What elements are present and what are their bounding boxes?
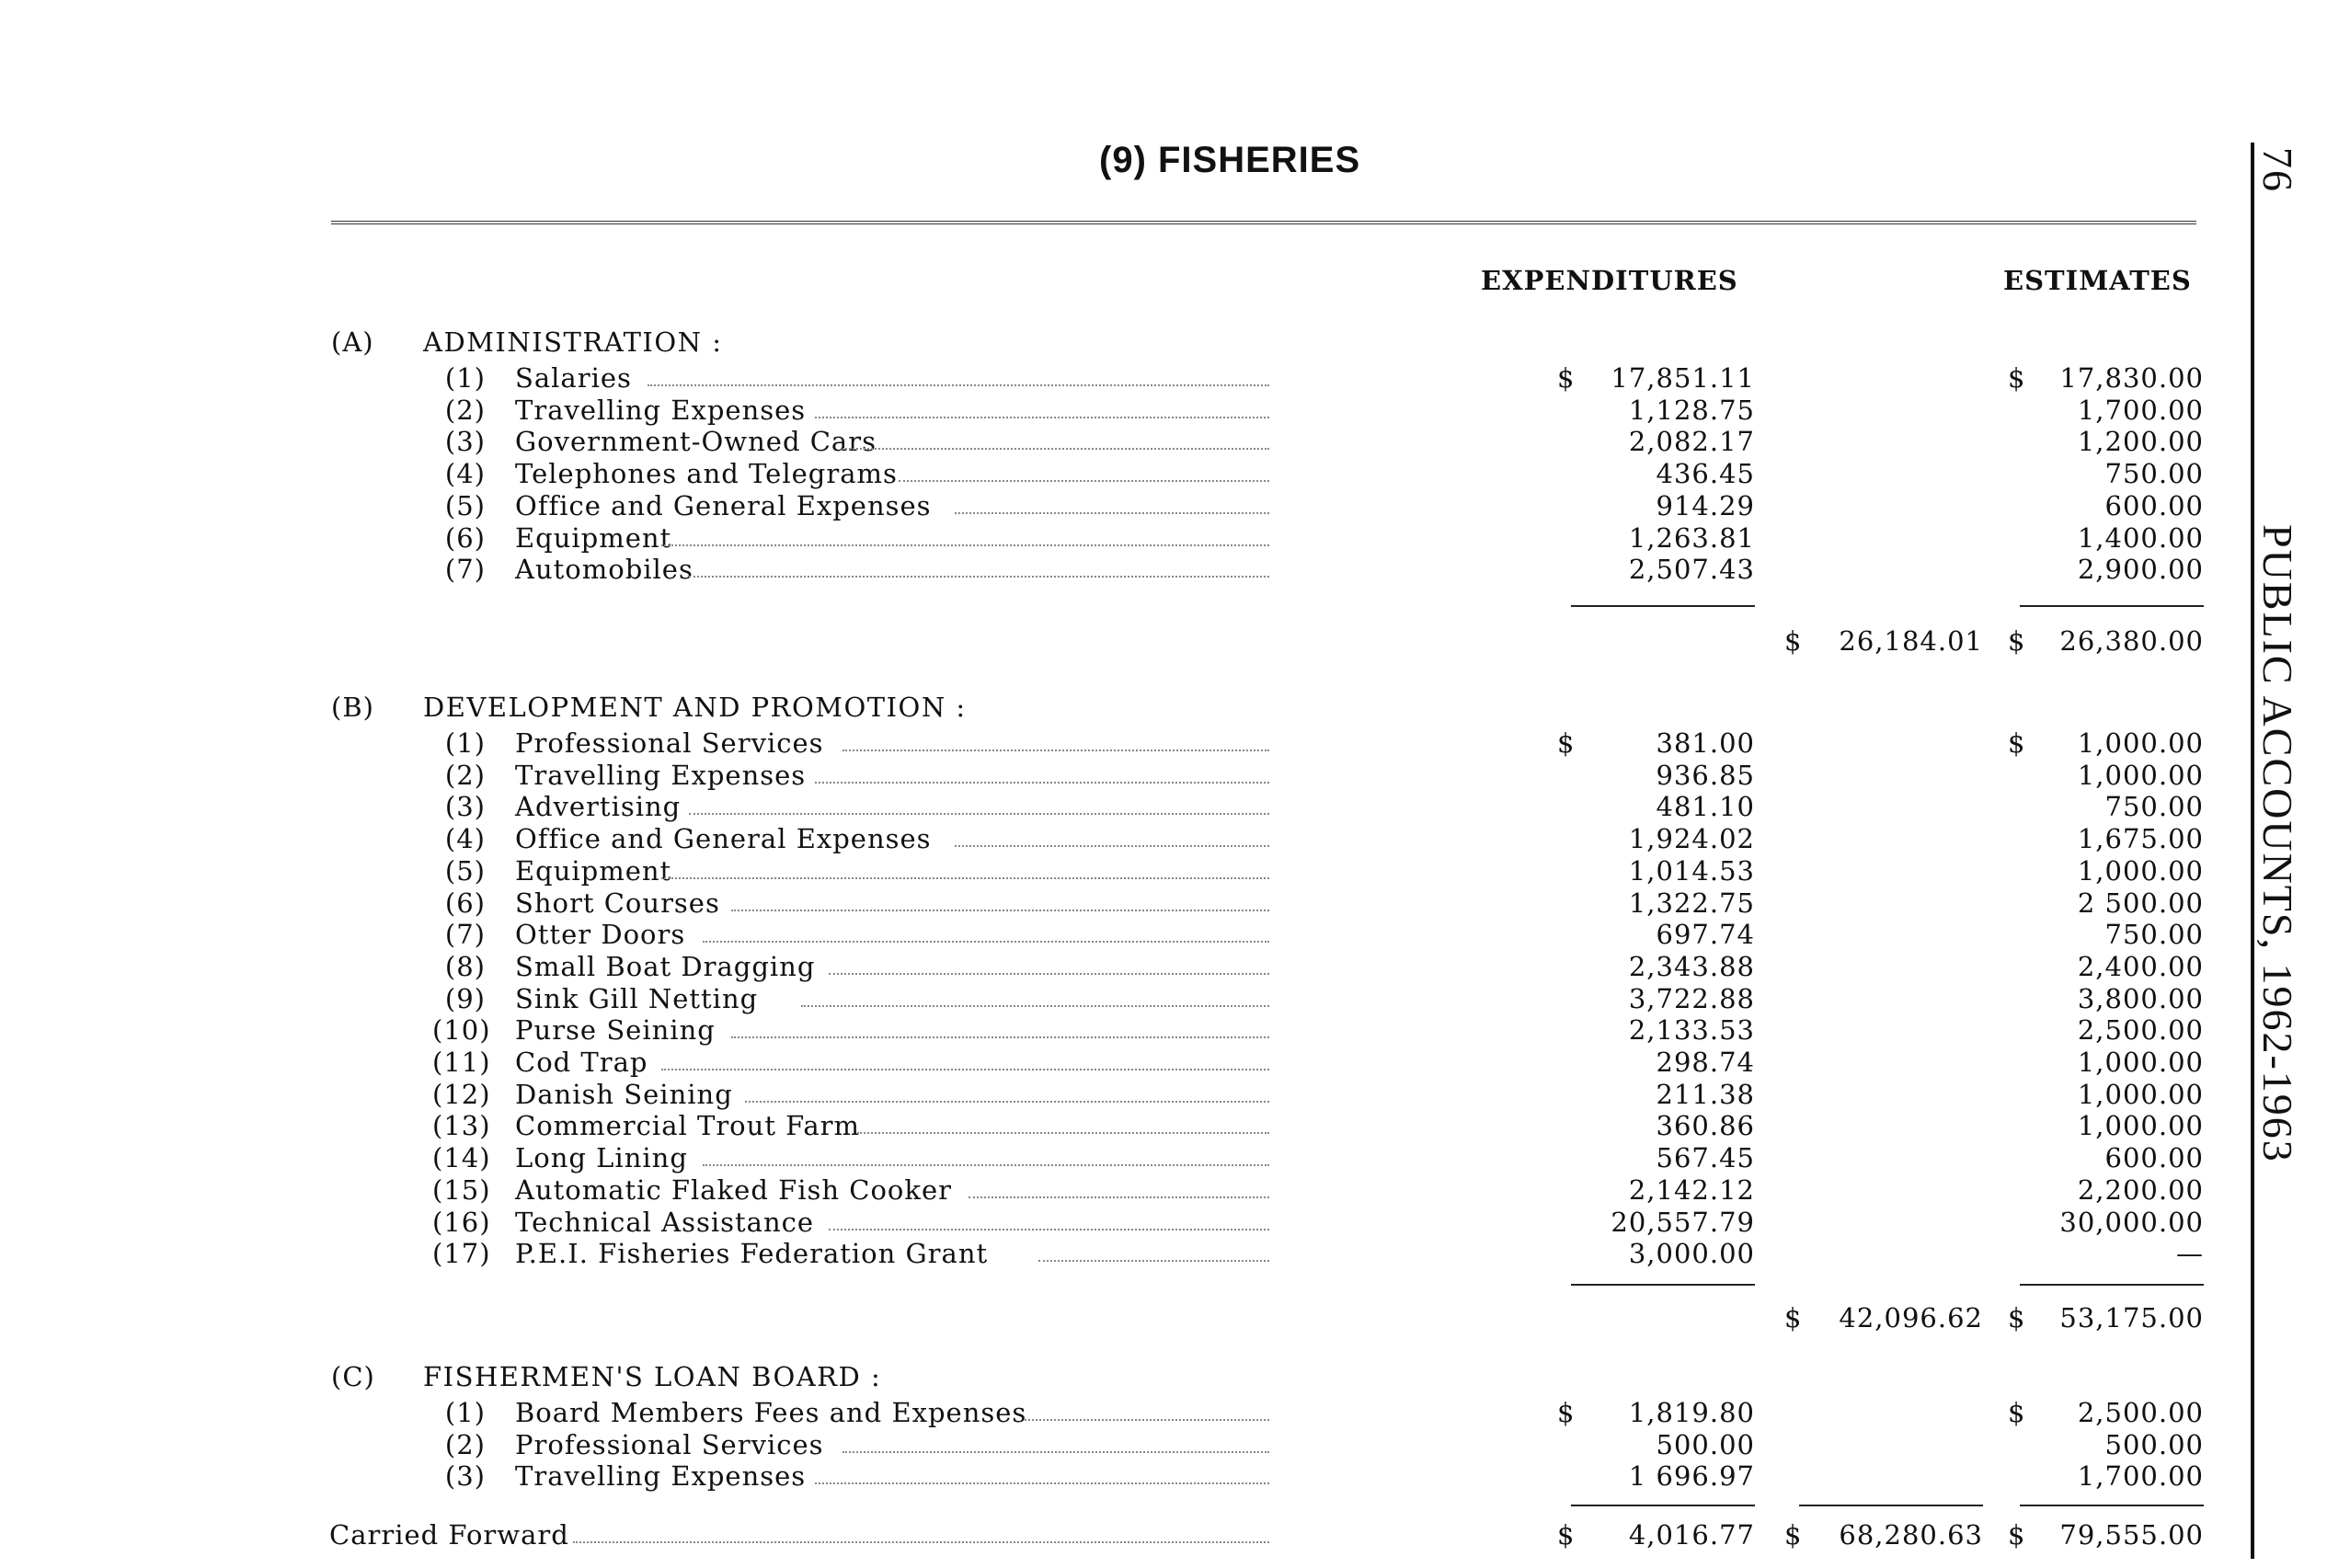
column-header-expenditures: EXPENDITURES — [1481, 265, 1738, 296]
dot-leader — [801, 983, 1269, 1007]
carried-forward-estimate: 79,555.00 — [2059, 1519, 2204, 1551]
section-heading — [0, 326, 2350, 358]
table-row — [0, 458, 2350, 489]
section-title: DEVELOPMENT AND PROMOTION : — [423, 692, 967, 723]
expenditure-value: 2,507.43 — [1628, 554, 1755, 585]
subtotal-rule — [1571, 605, 1755, 607]
item-number: (4) — [444, 823, 486, 854]
item-label: P.E.I. Fisheries Federation Grant — [515, 1238, 989, 1269]
item-label: Board Members Fees and Expenses — [515, 1397, 1027, 1428]
estimate-value: 1,000.00 — [2077, 1110, 2204, 1141]
table-row — [0, 1110, 2350, 1141]
item-number: (7) — [444, 554, 486, 585]
dot-leader — [857, 1110, 1269, 1134]
estimate-value: 3,800.00 — [2077, 983, 2204, 1014]
expenditure-value: 1,263.81 — [1628, 522, 1755, 554]
estimate-value: 600.00 — [2104, 1142, 2204, 1173]
table-row — [0, 1174, 2350, 1206]
section-total-estimate: 26,380.00 — [2059, 625, 2204, 657]
dot-leader — [648, 362, 1269, 386]
section-heading — [0, 692, 2350, 723]
table-row — [0, 983, 2350, 1014]
expenditure-value: 17,851.11 — [1611, 362, 1755, 394]
section-title: ADMINISTRATION : — [423, 326, 723, 358]
dot-leader — [661, 522, 1269, 546]
item-number: (11) — [432, 1047, 491, 1078]
carried-forward-total: 68,280.63 — [1839, 1519, 1983, 1551]
item-label: Short Courses — [515, 887, 720, 919]
expenditure-value: 567.45 — [1656, 1142, 1755, 1173]
currency-symbol: $ — [2008, 362, 2026, 394]
item-label: Sink Gill Netting — [515, 983, 759, 1014]
item-label: Office and General Expenses — [515, 823, 932, 854]
expenditure-value: 500.00 — [1656, 1429, 1755, 1460]
dot-leader — [815, 760, 1269, 784]
item-number: (4) — [444, 458, 486, 489]
estimate-value: 1,000.00 — [2077, 1079, 2204, 1110]
item-number: (14) — [432, 1142, 491, 1173]
dot-leader — [1025, 1397, 1269, 1421]
expenditure-value: 697.74 — [1656, 919, 1755, 950]
estimate-value: 2,500.00 — [2077, 1014, 2204, 1046]
estimate-value: 750.00 — [2104, 791, 2204, 822]
item-number: (7) — [444, 919, 486, 950]
currency-symbol: $ — [2008, 1302, 2026, 1333]
expenditure-value: 298.74 — [1656, 1047, 1755, 1078]
dot-leader — [955, 490, 1269, 514]
item-label: Professional Services — [515, 1429, 824, 1460]
expenditure-value: 436.45 — [1656, 458, 1755, 489]
estimate-value: 750.00 — [2104, 458, 2204, 489]
table-row — [0, 1429, 2350, 1460]
dot-leader — [731, 1014, 1269, 1038]
page-number: 76 — [2254, 147, 2301, 193]
estimate-value: 1,000.00 — [2077, 1047, 2204, 1078]
page-title: (9) FISHERIES — [1099, 140, 1361, 180]
item-number: (1) — [444, 727, 486, 759]
currency-symbol: $ — [2008, 727, 2026, 759]
subtotal-rule — [1571, 1284, 1755, 1286]
table-row — [0, 951, 2350, 982]
currency-symbol: $ — [1557, 727, 1576, 759]
dot-leader — [829, 1207, 1269, 1230]
item-number: (15) — [432, 1174, 491, 1206]
item-label: Equipment — [515, 855, 672, 887]
item-number: (5) — [444, 490, 486, 521]
estimate-value: 2,900.00 — [2077, 554, 2204, 585]
item-label: Cod Trap — [515, 1047, 648, 1078]
expenditure-value: 936.85 — [1656, 760, 1755, 791]
estimate-value: 1,675.00 — [2077, 823, 2204, 854]
expenditure-value: 360.86 — [1656, 1110, 1755, 1141]
subtotal-rule — [1799, 1505, 1983, 1506]
item-label: Otter Doors — [515, 919, 686, 950]
section-total-expenditure: 42,096.62 — [1839, 1302, 1983, 1333]
dot-leader — [843, 1429, 1269, 1453]
estimate-value: 2,400.00 — [2077, 951, 2204, 982]
estimate-value: 1,200.00 — [2077, 426, 2204, 457]
estimate-value: 1,000.00 — [2077, 855, 2204, 887]
title-rule — [331, 221, 2196, 224]
currency-symbol: $ — [1784, 1519, 1803, 1551]
section-title: FISHERMEN'S LOAN BOARD : — [423, 1361, 882, 1392]
subtotal-rule — [2020, 1505, 2204, 1506]
expenditure-value: 1,924.02 — [1628, 823, 1755, 854]
expenditure-value: 2,343.88 — [1628, 951, 1755, 982]
item-label: Automatic Flaked Fish Cooker — [515, 1174, 952, 1206]
table-row — [0, 522, 2350, 554]
expenditure-value: 914.29 — [1656, 490, 1755, 521]
dot-leader — [815, 1460, 1269, 1484]
carried-forward-expenditure: 4,016.77 — [1628, 1519, 1755, 1551]
currency-symbol: $ — [1557, 1397, 1576, 1428]
item-label: Travelling Expenses — [515, 1460, 807, 1492]
item-label: Telephones and Telegrams — [515, 458, 898, 489]
section-total-row — [0, 1302, 2350, 1333]
item-label: Travelling Expenses — [515, 760, 807, 791]
estimate-value: — — [2176, 1238, 2204, 1269]
table-row — [0, 490, 2350, 521]
item-number: (1) — [444, 362, 486, 394]
expenditure-value: 20,557.79 — [1611, 1207, 1755, 1238]
table-row — [0, 760, 2350, 791]
table-row — [0, 554, 2350, 585]
table-row — [0, 823, 2350, 854]
currency-symbol: $ — [1557, 362, 1576, 394]
expenditure-value: 2,082.17 — [1628, 426, 1755, 457]
subtotal-rule — [2020, 605, 2204, 607]
item-number: (1) — [444, 1397, 486, 1428]
estimate-value: 1,000.00 — [2077, 760, 2204, 791]
table-row — [0, 1142, 2350, 1173]
estimate-value: 30,000.00 — [2059, 1207, 2204, 1238]
dot-leader — [745, 1079, 1269, 1103]
dot-leader — [969, 1174, 1269, 1198]
estimate-value: 17,830.00 — [2059, 362, 2204, 394]
expenditure-value: 1,014.53 — [1628, 855, 1755, 887]
table-row — [0, 426, 2350, 457]
section-letter: (B) — [331, 692, 374, 723]
column-header-estimates: ESTIMATES — [2003, 265, 2192, 296]
dot-leader — [703, 919, 1269, 943]
currency-symbol: $ — [1784, 1302, 1803, 1333]
table-row — [0, 855, 2350, 887]
expenditure-value: 1,128.75 — [1628, 395, 1755, 426]
table-row — [0, 1207, 2350, 1238]
dot-leader — [689, 791, 1269, 815]
currency-symbol: $ — [2008, 625, 2026, 657]
estimate-value: 1,700.00 — [2077, 1460, 2204, 1492]
dot-leader — [661, 1047, 1269, 1070]
table-row — [0, 1238, 2350, 1269]
subtotal-rule — [1571, 1505, 1755, 1506]
item-number: (2) — [444, 760, 486, 791]
item-number: (8) — [444, 951, 486, 982]
item-label: Danish Seining — [515, 1079, 733, 1110]
item-number: (2) — [444, 395, 486, 426]
estimate-value: 1,000.00 — [2077, 727, 2204, 759]
section-total-expenditure: 26,184.01 — [1839, 625, 1983, 657]
estimate-value: 2,200.00 — [2077, 1174, 2204, 1206]
dot-leader — [731, 887, 1269, 911]
item-label: Purse Seining — [515, 1014, 716, 1046]
currency-symbol: $ — [2008, 1519, 2026, 1551]
item-label: Long Lining — [515, 1142, 688, 1173]
table-row — [0, 1397, 2350, 1428]
item-label: Advertising — [515, 791, 682, 822]
table-row — [0, 887, 2350, 919]
estimate-value: 1,400.00 — [2077, 522, 2204, 554]
carried-forward-row — [0, 1519, 2350, 1551]
section-heading — [0, 1361, 2350, 1392]
table-row — [0, 1460, 2350, 1492]
table-row — [0, 395, 2350, 426]
item-label: Travelling Expenses — [515, 395, 807, 426]
estimate-value: 1,700.00 — [2077, 395, 2204, 426]
section-total-estimate: 53,175.00 — [2059, 1302, 2204, 1333]
item-number: (12) — [432, 1079, 491, 1110]
item-label: Office and General Expenses — [515, 490, 932, 521]
table-row — [0, 791, 2350, 822]
estimate-value: 600.00 — [2104, 490, 2204, 521]
dot-leader — [843, 727, 1269, 751]
item-number: (2) — [444, 1429, 486, 1460]
expenditure-value: 1,322.75 — [1628, 887, 1755, 919]
table-row — [0, 919, 2350, 950]
item-number: (6) — [444, 522, 486, 554]
expenditure-value: 3,722.88 — [1628, 983, 1755, 1014]
dot-leader — [955, 823, 1269, 847]
item-number: (10) — [432, 1014, 491, 1046]
table-row — [0, 1047, 2350, 1078]
estimate-value: 2 500.00 — [2077, 887, 2204, 919]
item-number: (16) — [432, 1207, 491, 1238]
item-number: (5) — [444, 855, 486, 887]
table-row — [0, 727, 2350, 759]
item-label: Commercial Trout Farm — [515, 1110, 860, 1141]
expenditure-value: 2,133.53 — [1628, 1014, 1755, 1046]
estimate-value: 2,500.00 — [2077, 1397, 2204, 1428]
currency-symbol: $ — [2008, 1397, 2026, 1428]
item-label: Professional Services — [515, 727, 824, 759]
item-number: (13) — [432, 1110, 491, 1141]
dot-leader — [661, 855, 1269, 879]
section-total-row — [0, 625, 2350, 657]
item-number: (3) — [444, 791, 486, 822]
currency-symbol: $ — [1557, 1519, 1576, 1551]
item-number: (6) — [444, 887, 486, 919]
section-letter: (C) — [331, 1361, 375, 1392]
expenditure-value: 1,819.80 — [1628, 1397, 1755, 1428]
expenditure-value: 1 696.97 — [1628, 1460, 1755, 1492]
item-label: Small Boat Dragging — [515, 951, 816, 982]
item-label: Automobiles — [515, 554, 694, 585]
item-label: Technical Assistance — [515, 1207, 815, 1238]
dot-leader — [1038, 1238, 1269, 1262]
expenditure-value: 481.10 — [1656, 791, 1755, 822]
running-title: PUBLIC ACCOUNTS, 1962-1963 — [2254, 524, 2301, 1163]
dot-leader — [843, 426, 1269, 450]
currency-symbol: $ — [1784, 625, 1803, 657]
table-row — [0, 1079, 2350, 1110]
item-number: (9) — [444, 983, 486, 1014]
dot-leader — [899, 458, 1269, 482]
item-number: (3) — [444, 426, 486, 457]
item-label: Salaries — [515, 362, 632, 394]
section-letter: (A) — [331, 326, 374, 358]
dot-leader — [703, 1142, 1269, 1166]
dot-leader — [815, 395, 1269, 418]
expenditure-value: 3,000.00 — [1628, 1238, 1755, 1269]
item-label: Government-Owned Cars — [515, 426, 877, 457]
expenditure-value: 381.00 — [1656, 727, 1755, 759]
expenditure-value: 2,142.12 — [1628, 1174, 1755, 1206]
dot-leader — [829, 951, 1269, 975]
dot-leader — [689, 554, 1269, 578]
table-row — [0, 1014, 2350, 1046]
item-label: Equipment — [515, 522, 672, 554]
table-row — [0, 362, 2350, 394]
estimate-value: 500.00 — [2104, 1429, 2204, 1460]
dot-leader — [573, 1519, 1269, 1543]
expenditure-value: 211.38 — [1656, 1079, 1755, 1110]
item-number: (3) — [444, 1460, 486, 1492]
item-number: (17) — [432, 1238, 491, 1269]
subtotal-rule — [2020, 1284, 2204, 1286]
estimate-value: 750.00 — [2104, 919, 2204, 950]
carried-forward-label: Carried Forward — [329, 1519, 569, 1551]
